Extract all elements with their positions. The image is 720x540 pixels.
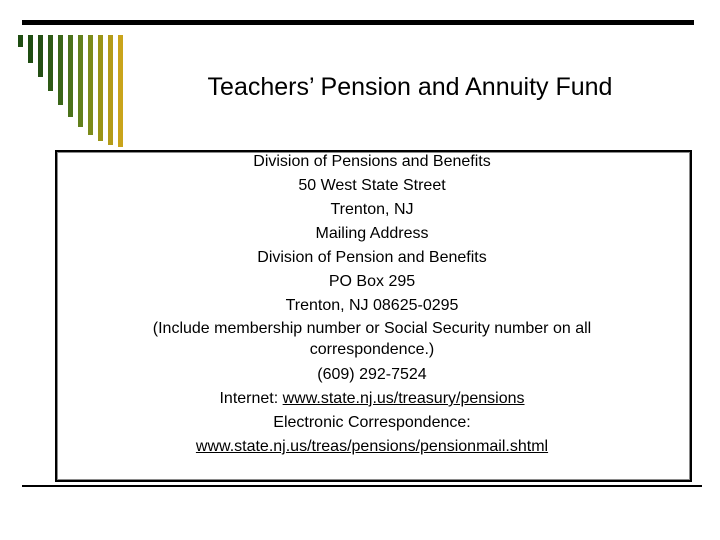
city-state: Trenton, NJ — [330, 201, 414, 218]
electronic-correspondence-link-line — [30, 435, 714, 459]
mailing-city-zip: Trenton, NJ 08625-0295 — [285, 297, 459, 314]
internet-label: Internet: — [219, 390, 283, 407]
decorative-bar — [28, 35, 33, 63]
mailing-division-name: Division of Pension and Benefits — [257, 249, 487, 266]
mailing-address-heading: Mailing Address — [315, 225, 429, 242]
decorative-bar — [48, 35, 53, 91]
electronic-correspondence-link[interactable]: www.state.nj.us/treas/pensions/pensionmail.shtml — [195, 438, 549, 455]
electronic-correspondence-label: Electronic Correspondence: — [273, 414, 471, 431]
phone-number: (609) 292-7524 — [317, 366, 427, 383]
decorative-bar — [58, 35, 63, 105]
correspondence-note: (Include membership number or Social Security number on all correspondence.) — [152, 320, 592, 358]
division-name: Division of Pensions and Benefits — [253, 153, 491, 170]
bottom-rule — [22, 485, 702, 487]
slide-title: Teachers’ Pension and Annuity Fund — [207, 73, 613, 101]
decorative-bar — [78, 35, 83, 127]
po-box: PO Box 295 — [328, 273, 416, 290]
address-block — [30, 150, 714, 459]
internet-line — [30, 387, 714, 411]
decorative-bar — [88, 35, 93, 135]
internet-link[interactable]: www.state.nj.us/treasury/pensions — [282, 390, 525, 407]
street-address: 50 West State Street — [298, 177, 446, 194]
decorative-bar — [68, 35, 73, 117]
decorative-bar — [18, 35, 23, 47]
decorative-bar — [38, 35, 43, 77]
